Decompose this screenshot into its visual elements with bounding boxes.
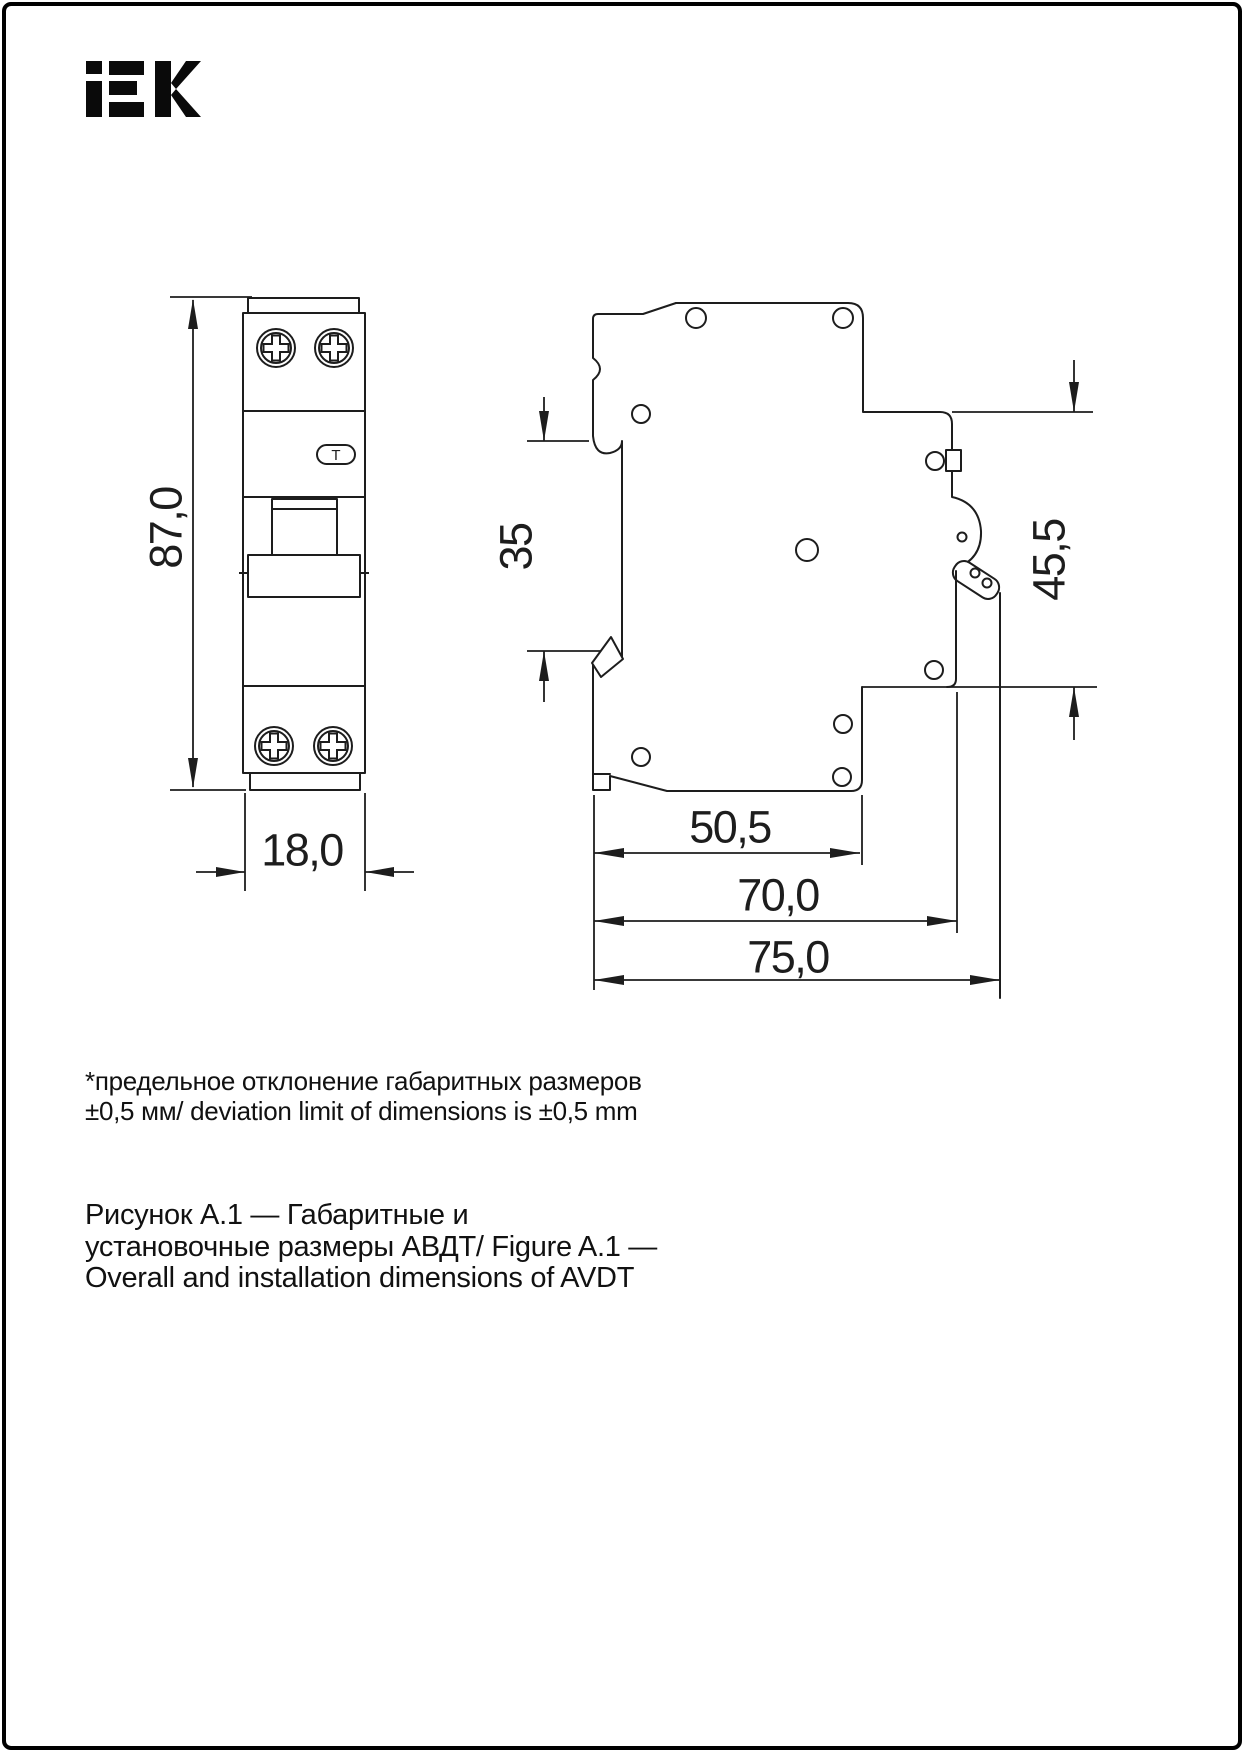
dim-label-step-depth: 45,5: [1023, 519, 1075, 601]
arrow-down-icon: [1069, 382, 1079, 412]
side-left-upper-edge: [593, 303, 676, 658]
screw-icon: [314, 727, 352, 765]
latch-tab: [949, 557, 1003, 603]
arrow-left-icon: [594, 975, 624, 985]
screw-icon: [315, 329, 353, 367]
rivet-hole: [686, 308, 706, 328]
dim-label-lever-depth: 70,0: [737, 869, 819, 921]
rivet-hole: [833, 768, 851, 786]
arrow-up-icon: [539, 651, 549, 681]
arrow-right-icon: [830, 848, 860, 858]
pin-hole: [958, 533, 967, 542]
rivet-hole: [632, 405, 650, 423]
dim-label-total-depth: 75,0: [747, 931, 829, 983]
arrow-left-icon: [594, 848, 624, 858]
dim-label-height: 87,0: [140, 487, 192, 569]
screw-icon: [257, 329, 295, 367]
arrow-right-icon: [927, 916, 957, 926]
rivet-hole: [632, 748, 650, 766]
dim-label-width: 18,0: [261, 824, 343, 876]
arrow-right-icon: [216, 867, 245, 877]
arrow-down-icon: [539, 411, 549, 441]
side-view-holes: [632, 308, 992, 786]
side-bottom-edge: [593, 663, 862, 791]
rivet-hole: [796, 539, 818, 561]
deviation-note: [85, 1066, 642, 1126]
arrow-up-icon: [188, 299, 198, 329]
dim-label-din-notch: 35: [490, 523, 542, 571]
toggle-stem: [272, 499, 337, 555]
screw-icon: [255, 727, 293, 765]
figure-caption: [85, 1200, 657, 1295]
test-button-label: Т: [331, 447, 341, 464]
dim-label-body-depth: 50,5: [689, 801, 771, 853]
din-hook-beak: [592, 637, 623, 677]
arrow-up-icon: [1069, 687, 1079, 717]
rivet-hole: [833, 308, 853, 328]
side-top-right-edge: [676, 303, 981, 568]
arrow-left-icon: [365, 867, 394, 877]
front-top-cap: [248, 298, 359, 313]
note-line-1: *предельное отклонение габаритных размеров: [85, 1066, 642, 1096]
rivet-hole: [834, 715, 852, 733]
caption-line-2: установочные размеры АВДТ/ Figure A.1 —: [85, 1230, 658, 1263]
toggle-handle: [248, 555, 360, 597]
pin-hole: [983, 579, 992, 588]
rivet-hole: [926, 452, 944, 470]
note-line-2: ±0,5 мм/ deviation limit of dimensions is ±0,5 mm: [85, 1096, 638, 1126]
pin-hole: [971, 569, 980, 578]
clip-window: [946, 450, 961, 471]
arrow-right-icon: [970, 975, 1000, 985]
front-view-outline: [239, 298, 369, 790]
front-bottom-cap: [250, 773, 360, 790]
arrow-left-icon: [594, 916, 624, 926]
latch-lever-left-edge: [947, 571, 956, 687]
caption-line-1: Рисунок А.1 — Габаритные и: [85, 1199, 469, 1231]
rivet-hole: [925, 661, 943, 679]
arrow-down-icon: [188, 758, 198, 788]
caption-line-3: Overall and installation dimensions of AVDT: [85, 1262, 635, 1294]
